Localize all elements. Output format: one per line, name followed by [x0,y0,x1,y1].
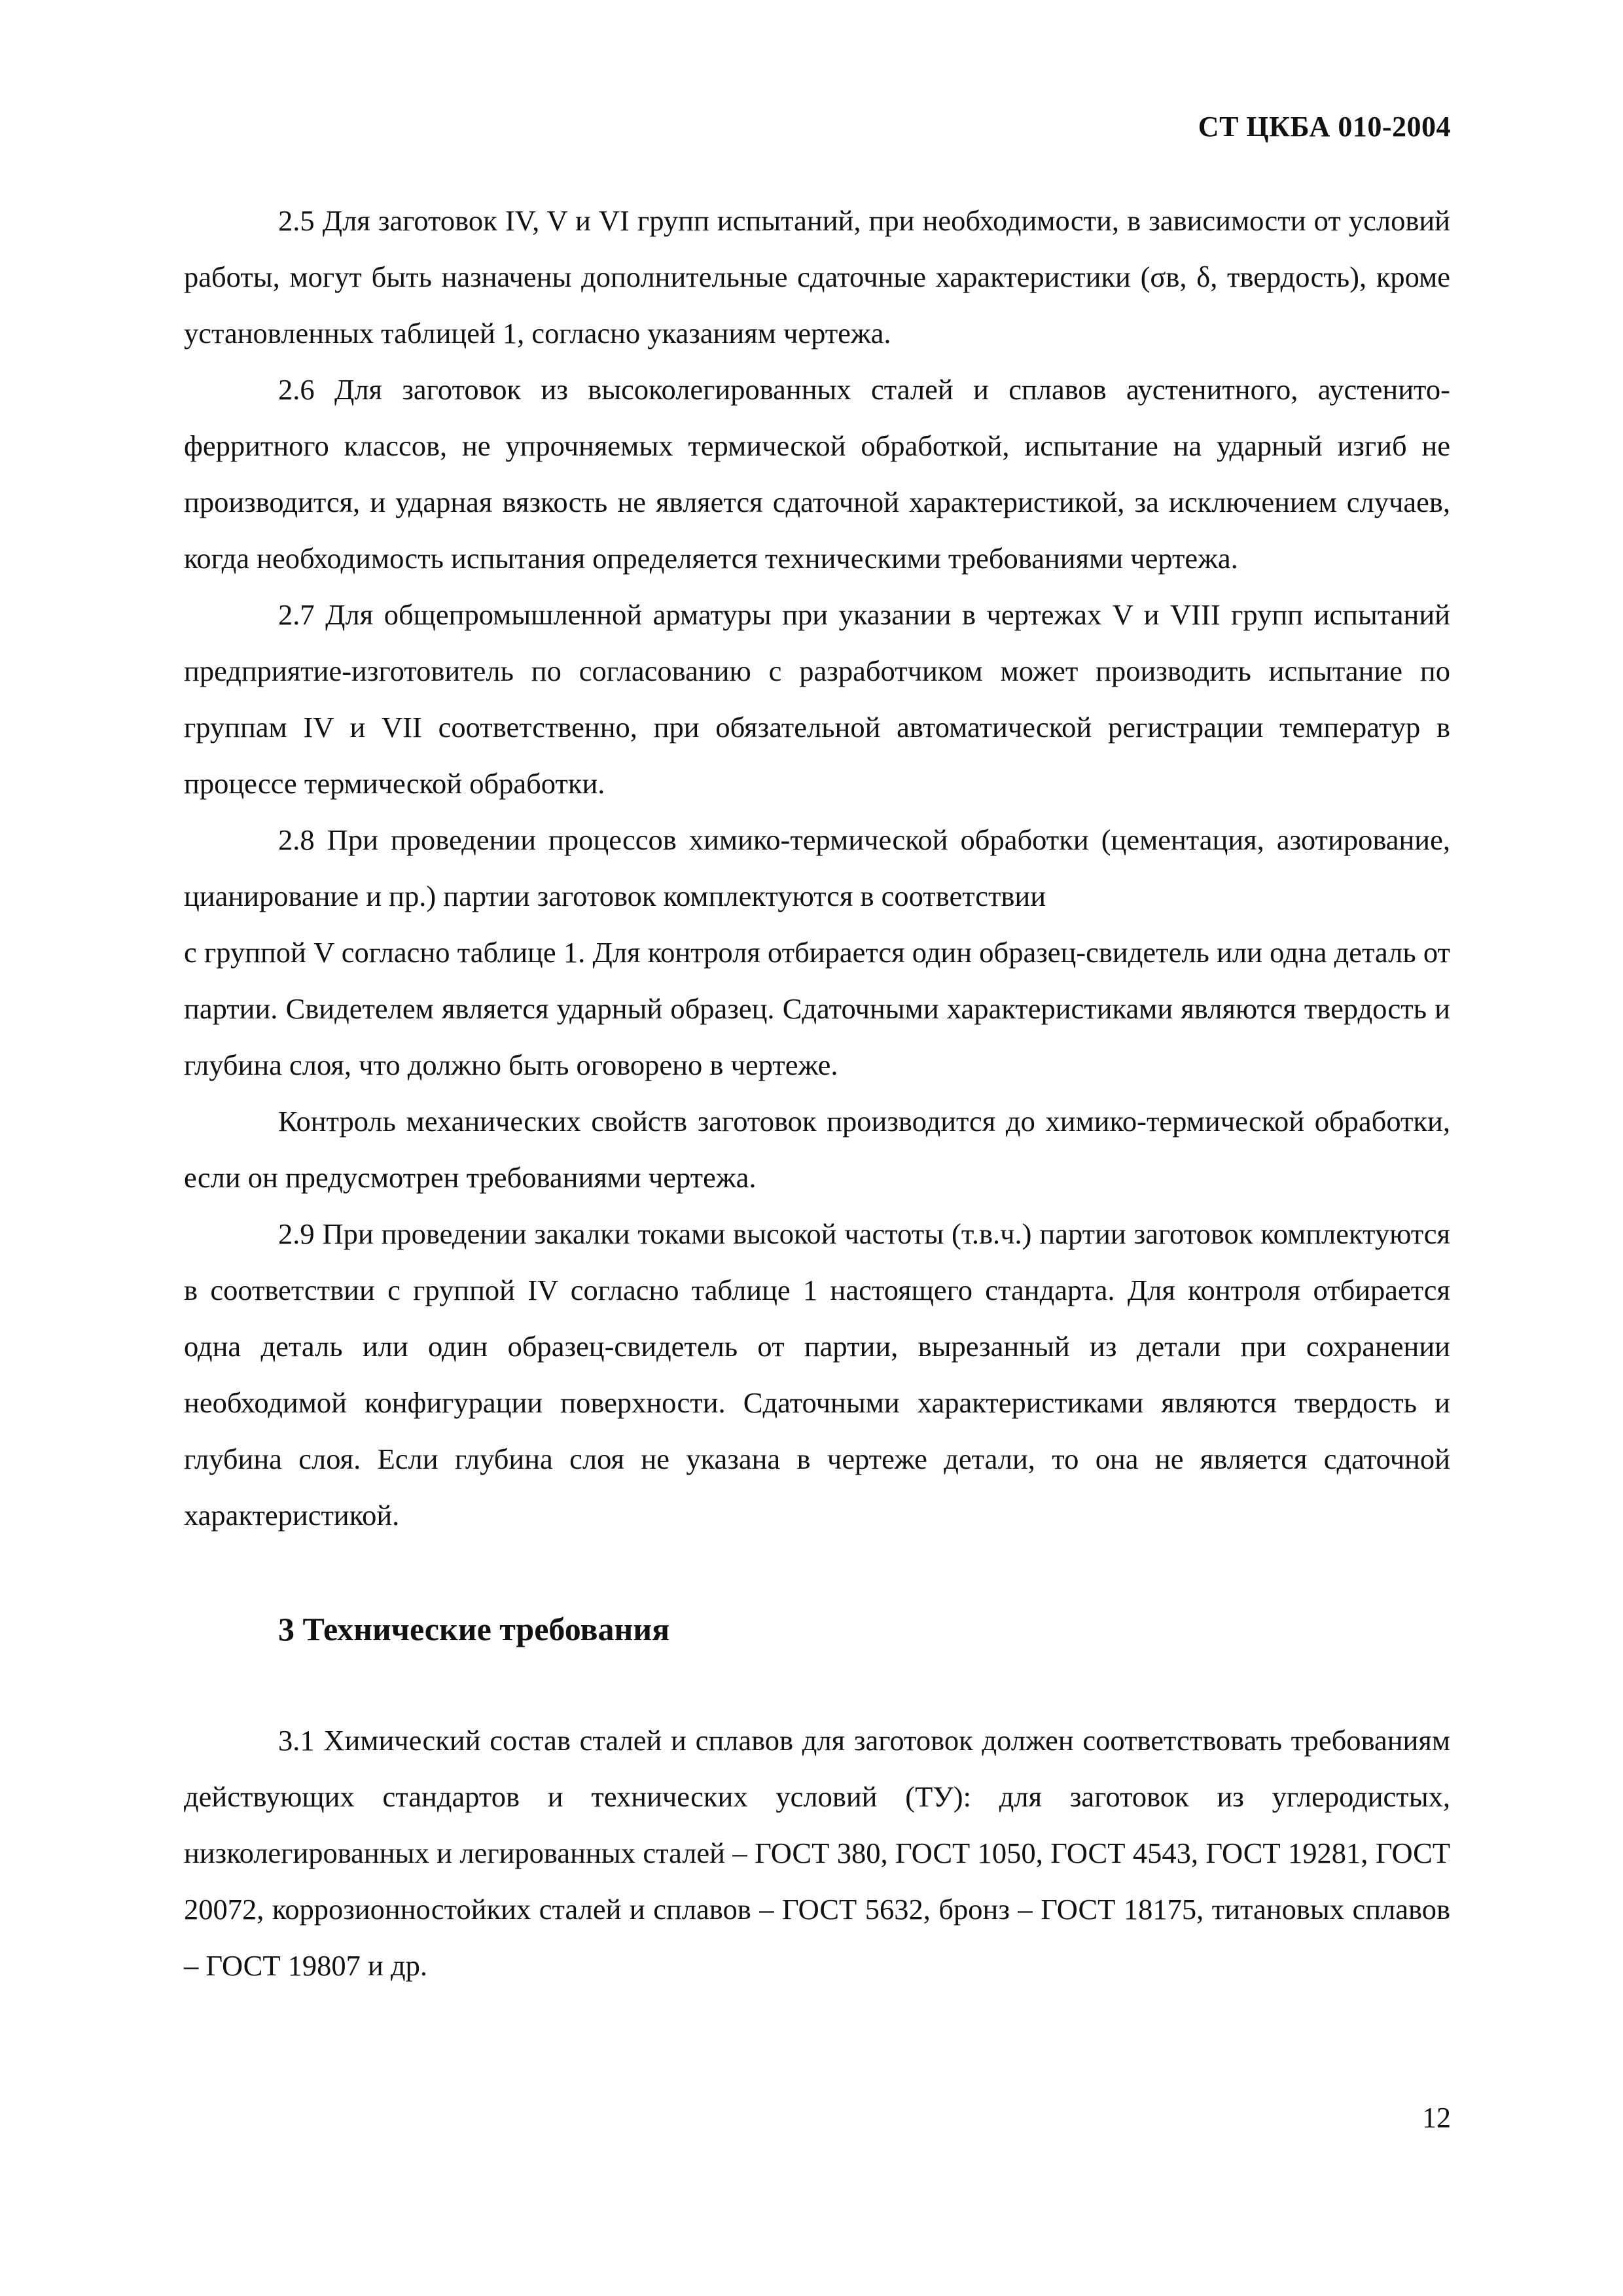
paragraph-2-9: 2.9 При проведении закалки токами высокой частоты (т.в.ч.) партии заготовок комплектуются в соответствии с группой IV согласно таблице 1 настоящего стандарта. Для контроля отбирается одна деталь или один образец-свидетель от партии, вырезанный из детали при сохранении необходимой конфигурации поверхности. Сдаточными характеристиками являются твердость и глубина слоя. Если глубина слоя не указана в чертеже детали, то она не является сдаточной характеристикой. [184,1217,1450,1532]
paragraph-2-7: 2.7 Для общепромышленной арматуры при указании в чертежах V и VIII групп испытаний предприятие-изготовитель по согласованию с разработчиком может производить испытание по группам IV и VII соответственно, при обязательной автоматической регистрации температур в процессе термической обработки. [184,598,1450,800]
paragraph-2-6: 2.6 Для заготовок из высоколегированных сталей и сплавов аустенитного, аустенито-ферритного классов, не упрочняемых термической обработкой, испытание на ударный изгиб не производится, и ударная вязкость не является сдаточной характеристикой, за исключением случаев, когда необходимость испытания определяется техническими требованиями чертежа. [184,373,1450,575]
paragraph-2-8-part-1: 2.8 При проведении процессов химико-термической обработки (цементация, азотирование, цианирование и пр.) партии заготовок комплектуются в соответствии [184,823,1450,912]
section-3-heading: 3 Технические требования [278,1611,670,1647]
paragraph-2-8-control: Контроль механических свойств заготовок производится до химико-термической обработки, если он предусмотрен требованиями чертежа. [184,1105,1450,1194]
document-body [184,192,1450,1994]
paragraph-2-8-part-2: с группой V согласно таблице 1. Для контроля отбирается один образец-свидетель или одна деталь от партии. Свидетелем является ударный образец. Сдаточными характеристиками являются твердость и глубина слоя, что должно быть оговорено в чертеже. [184,936,1450,1081]
paragraph-2-5: 2.5 Для заготовок IV, V и VI групп испытаний, при необходимости, в зависимости от условий работы, могут быть назначены дополнительные сдаточные характеристики (σв, δ, твердость), кроме установленных таблицей 1, согласно указаниям чертежа. [184,204,1450,350]
paragraph-3-1: 3.1 Химический состав сталей и сплавов для заготовок должен соответствовать требованиям действующих стандартов и технических условий (ТУ): для заготовок из углеродистых, низколегированных и легированных сталей – ГОСТ 380, ГОСТ 1050, ГОСТ 4543, ГОСТ 19281, ГОСТ 20072, коррозионностойких сталей и сплавов – ГОСТ 5632, бронз – ГОСТ 18175, титановых сплавов – ГОСТ 19807 и др. [184,1724,1450,1982]
page-number: 12 [1422,2102,1451,2134]
document-code-header: СТ ЦКБА 010-2004 [1198,111,1451,143]
